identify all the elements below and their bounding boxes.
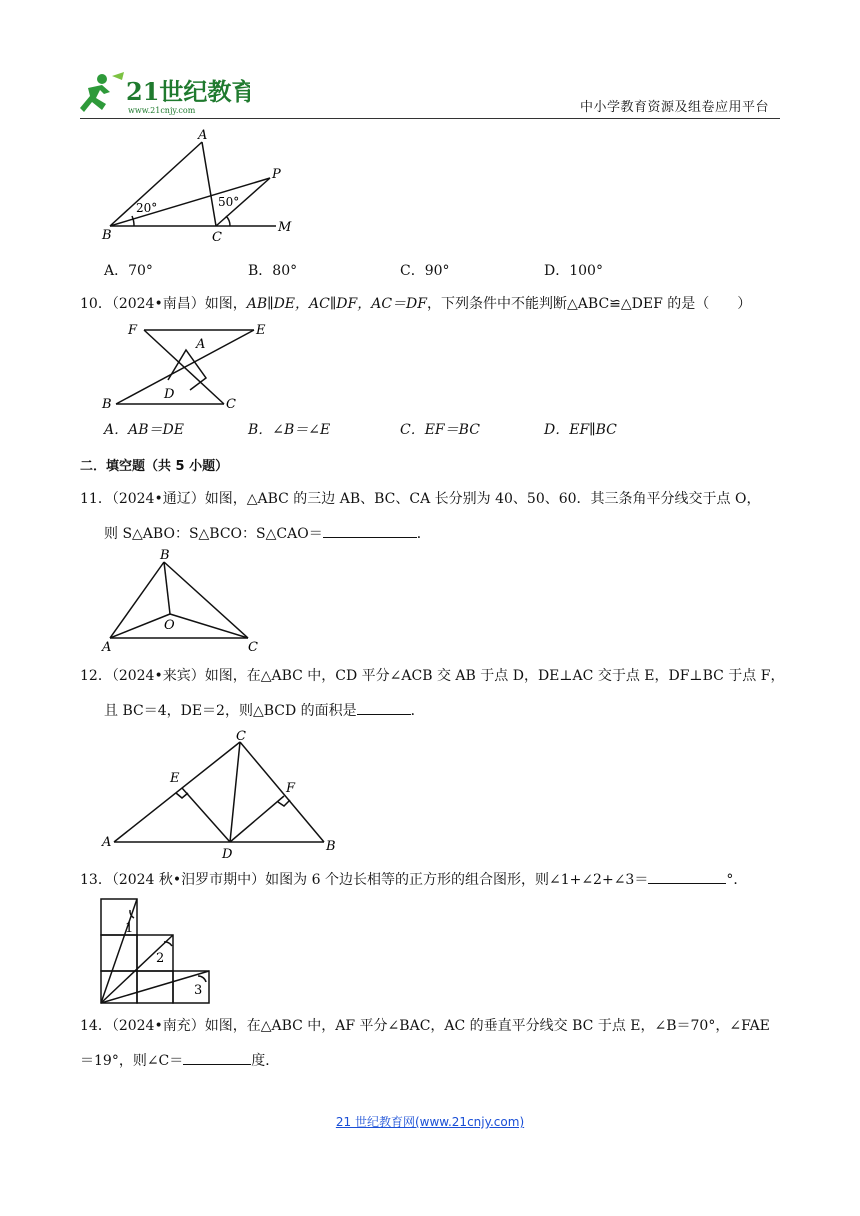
footer [0, 1113, 860, 1130]
q13-line1: 13．（2024 秋•汨罗市期中）如图为 6 个边长相等的正方形的组合图形，则∠1+∠2+∠3＝ °． [80, 869, 747, 890]
q11-label-C: C [248, 640, 258, 655]
q9-label-A: A [198, 128, 208, 143]
q12-label-F: F [286, 781, 296, 796]
q11-label-A: A [102, 640, 112, 655]
q12-label-B: B [326, 839, 336, 854]
q9-figure [98, 128, 298, 248]
q10-figure [98, 318, 278, 414]
q12-label-A: A [102, 835, 112, 850]
q13-figure [98, 896, 214, 1006]
q9-option-c: C．90° [400, 263, 450, 279]
q10-stem: 10．（2024•南昌）如图，AB∥DE，AC∥DF，AC＝DF，下列条件中不能判断△ABC≌△DEF 的是（ ） [80, 296, 752, 312]
footer-link[interactable]: 21 世纪教育网(www.21cnjy.com) [335, 1115, 525, 1129]
q10-label-D: D [164, 387, 175, 402]
q13-angle-2: 2 [156, 951, 165, 966]
q12-line1: 12．（2024•来宾）如图，在△ABC 中，CD 平分∠ACB 交 AB 于点 D，DE⊥AC 交于点 E，DF⊥BC 于点 F， [80, 668, 785, 684]
q12-figure [98, 726, 348, 862]
q10-label-B: B [102, 397, 112, 412]
q10-option-a: A．AB＝DE [104, 422, 184, 438]
q11-figure [98, 546, 268, 656]
q12-label-E: E [170, 771, 180, 786]
q12-label-C: C [236, 729, 246, 744]
q10-label-C: C [226, 397, 236, 412]
q12-line2: 且 BC＝4，DE＝2，则△BCD 的面积是 ． [104, 700, 425, 721]
q9-label-M: M [278, 220, 292, 235]
site-logo [80, 70, 250, 116]
q12-label-D: D [222, 847, 233, 862]
q14-answer-blank[interactable] [183, 1050, 251, 1065]
q11-line2: 则 S△ABO：S△BCO：S△CAO＝ ． [104, 523, 431, 544]
q11-line1: 11．（2024•通辽）如图，△ABC 的三边 AB、BC、CA 长分别为 40、50、60．其三条角平分线交于点 O， [80, 491, 761, 507]
q9-option-a: A．70° [104, 263, 153, 279]
q10-label-E: E [256, 323, 266, 338]
q9-angle-50: 50° [218, 195, 240, 209]
q11-label-B: B [160, 548, 170, 563]
q14-line1: 14．（2024•南充）如图，在△ABC 中，AF 平分∠BAC，AC 的垂直平分线交 BC 于点 E，∠B＝70°，∠FAE [80, 1018, 770, 1034]
logo-text: 21世纪教育 [126, 77, 250, 106]
q11-answer-blank[interactable] [323, 523, 417, 538]
running-man-icon [80, 72, 124, 112]
section-title: 二．填空题（共 5 小题） [80, 459, 229, 474]
q9-angle-20: 20° [136, 201, 158, 215]
q13-angle-1: 1 [125, 921, 134, 936]
q14-line2: ＝19°，则∠C＝ 度． [80, 1050, 279, 1071]
q10-option-c: C．EF＝BC [400, 422, 480, 438]
q13-answer-blank[interactable] [648, 869, 726, 884]
q9-label-B: B [102, 228, 112, 243]
q11-label-O: O [164, 618, 175, 633]
q10-option-d: D．EF∥BC [544, 422, 617, 438]
platform-title: 中小学教育资源及组卷应用平台 [580, 100, 770, 115]
q10-option-b: B．∠B＝∠E [248, 422, 331, 438]
header-divider [80, 118, 780, 119]
q12-answer-blank[interactable] [357, 700, 411, 715]
q10-label-F: F [128, 323, 138, 338]
q10-label-A: A [196, 337, 206, 352]
q9-option-b: B．80° [248, 263, 298, 279]
q9-label-P: P [272, 167, 281, 182]
q9-option-d: D．100° [544, 263, 603, 279]
logo-subtext: www.21cnjy.com [128, 106, 196, 115]
q13-angle-3: 3 [194, 983, 203, 998]
q9-label-C: C [212, 230, 222, 245]
